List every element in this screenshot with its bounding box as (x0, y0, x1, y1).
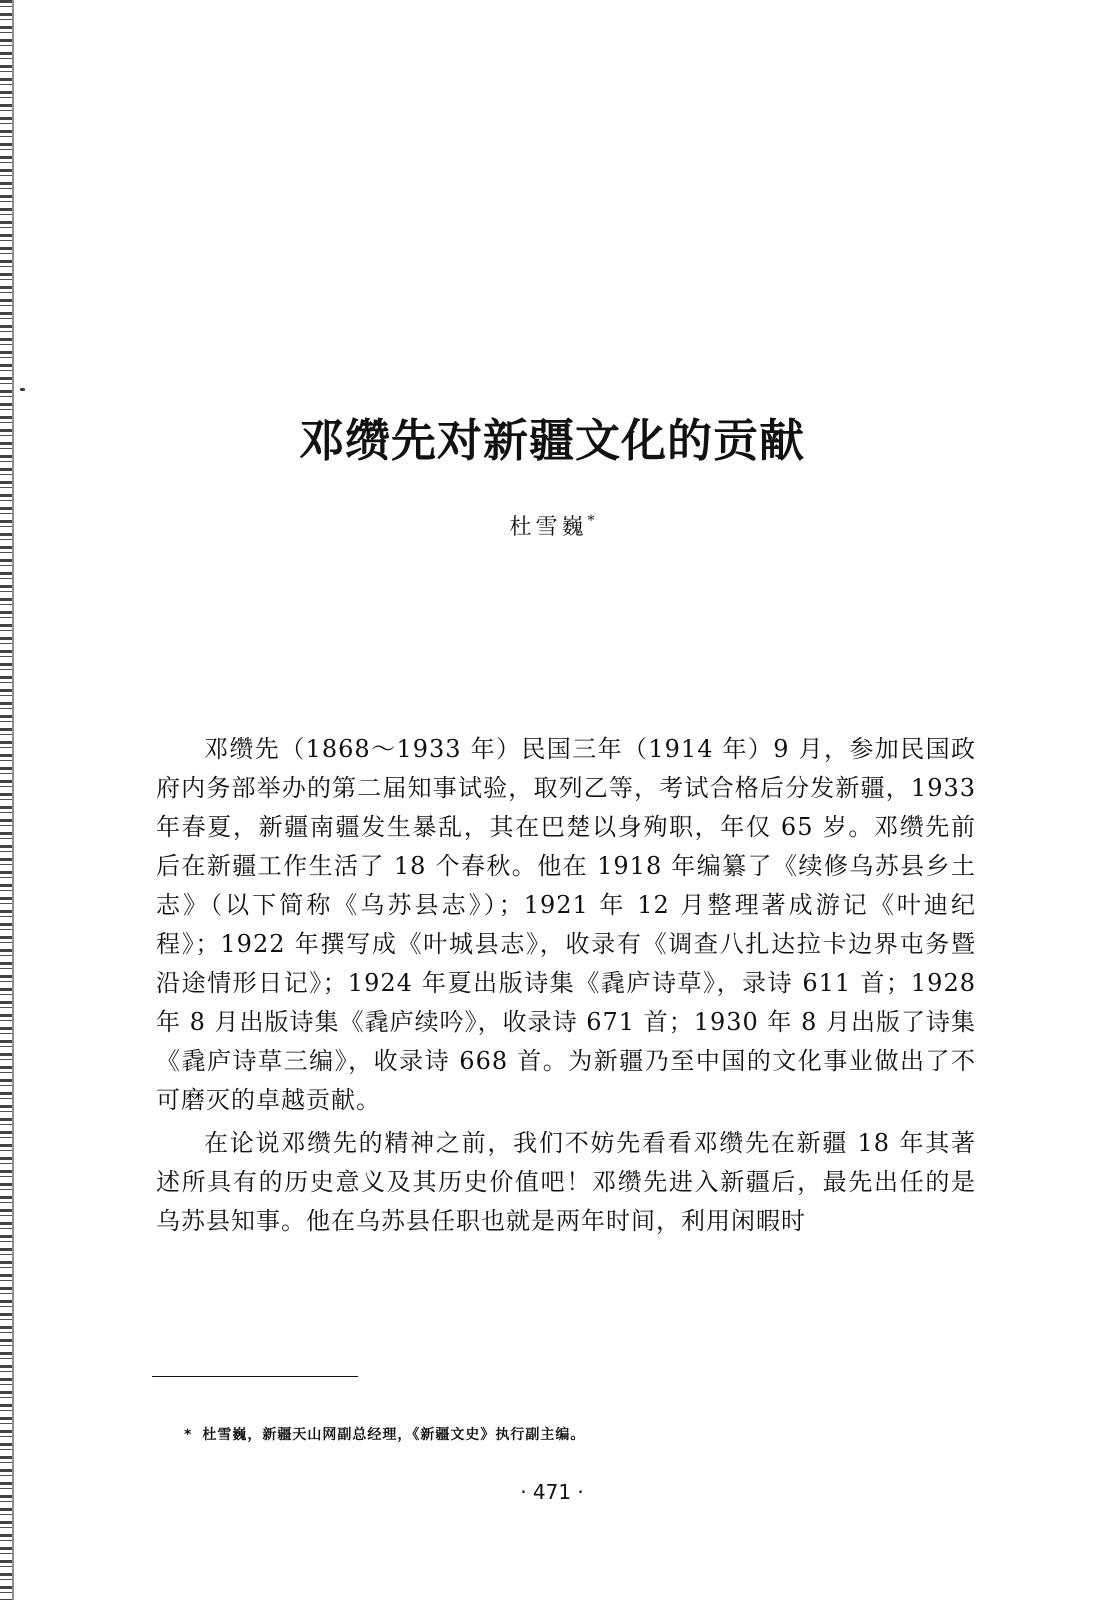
body-paragraph-1: 邓缵先（1868～1933 年）民国三年（1914 年）9 月，参加民国政府内务部举办的第二届知事试验，取列乙等，考试合格后分发新疆，1933 年春夏，新疆南疆发生暴乱，其在巴楚以身殉职，年仅 65 岁。邓缵先前后在新疆工作生活了 18 个春秋。他在 1918 年编纂了《续修乌苏县乡土志》（以下简称《乌苏县志》）；1921 年 12 月整理著成游记《叶迪纪程》；1922 年撰写成《叶城县志》，收录有《调查八扎达拉卡边界屯务暨沿途情形日记》；1924 年夏出版诗集《毳庐诗草》，录诗 611 首；1928 年 8 月出版诗集《毳庐续吟》，收录诗 671 首；1930 年 8 月出版了诗集《毳庐诗草三编》，收录诗 668 首。为新疆乃至中国的文化事业做出了不可磨灭的卓越贡献。 (156, 735, 976, 1114)
footnote-divider (152, 1376, 358, 1377)
author-footnote-mark: * (587, 513, 595, 529)
scan-edge-shadow (0, 0, 12, 1600)
article-title: 邓缵先对新疆文化的贡献 (298, 414, 805, 467)
author-line (0, 510, 1104, 541)
footnote-mark: * (184, 1427, 193, 1443)
scan-speck (20, 388, 25, 391)
footnote-text: 杜雪巍，新疆天山网副总经理，《新疆文史》执行副主编。 (202, 1427, 586, 1443)
footnote (184, 1424, 585, 1444)
body-paragraph-2: 在论说邓缵先的精神之前，我们不妨先看看邓缵先在新疆 18 年其著述所具有的历史意义及其历史价值吧！邓缵先进入新疆后，最先出任的是乌苏县知事。他在乌苏县任职也就是两年时间，利用闲暇时 (156, 1129, 976, 1235)
article-body (156, 730, 976, 1241)
author-name: 杜雪巍 (509, 515, 588, 540)
page-number: · 471 · (520, 1480, 584, 1504)
scan-edge-line (12, 0, 14, 1600)
